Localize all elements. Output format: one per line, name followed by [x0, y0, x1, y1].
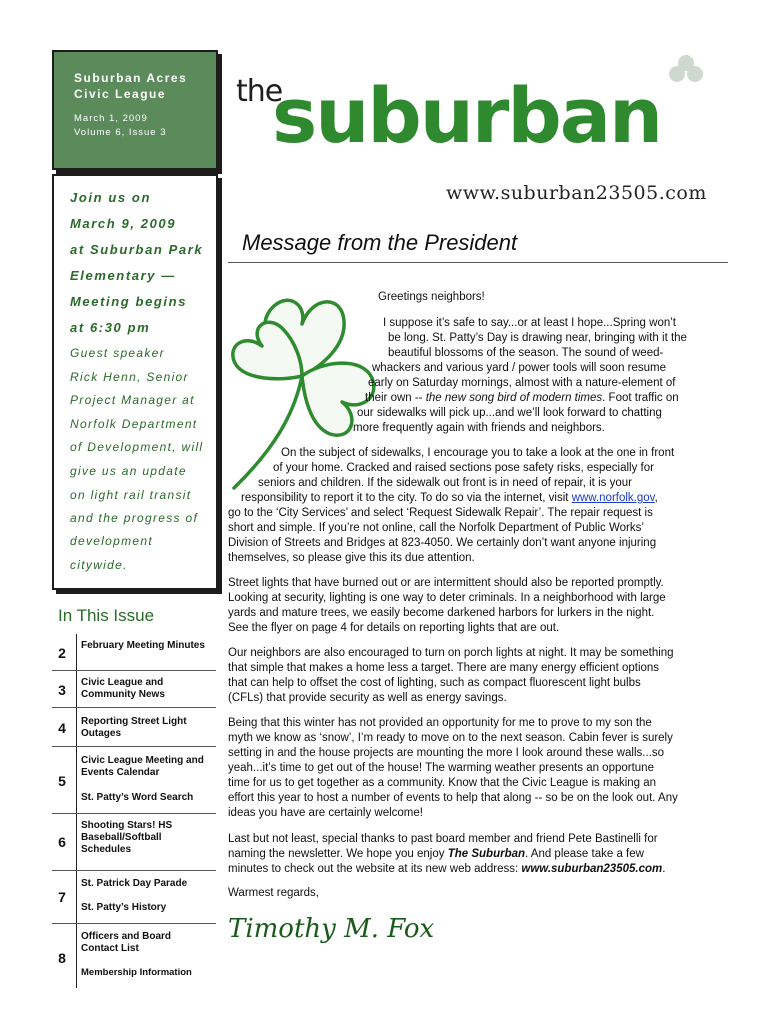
- text-line: I suppose it’s safe to say...or at least I hope...Spring won’t: [383, 317, 676, 329]
- text-line: [228, 847, 644, 862]
- text-line: [228, 862, 665, 877]
- header-box: [52, 50, 218, 170]
- meeting-announcement: [52, 174, 218, 590]
- text-line: be long. St. Patty’s Day is drawing near, bringing with it the: [388, 332, 687, 344]
- signature: Timothy M. Fox: [228, 914, 435, 944]
- text-line: that can help to offset the cost of lighting, such as compact fluorescent light bulbs: [228, 677, 641, 689]
- toc-item[interactable]: Officers and Board Contact List: [81, 931, 172, 954]
- text-line: Last but not least, special thanks to past board member and friend Pete Bastinelli for: [228, 833, 658, 845]
- meeting-detail: of Development, will: [70, 440, 204, 454]
- toc-items: [76, 671, 165, 707]
- text-line: Being that this winter has not provided an opportunity for me to prove to my son the: [228, 717, 652, 729]
- issue-date: March 1, 2009: [74, 113, 148, 124]
- text-line: more frequently again with friends and neighbors.: [353, 422, 605, 434]
- text-span: responsibility to report it to the city. To do so via the internet, visit: [241, 492, 572, 504]
- toc-row[interactable]: [52, 924, 216, 988]
- meeting-line: March 9, 2009: [70, 216, 177, 231]
- text-line: [241, 491, 658, 506]
- masthead-the: the: [236, 74, 283, 109]
- toc-row[interactable]: [52, 708, 216, 747]
- text-line: Division of Streets and Bridges at 823-4050. We certainly don’t want anyone injuring: [228, 537, 657, 549]
- toc-page: 5: [58, 773, 66, 789]
- meeting-detail: Norfolk Department: [70, 417, 198, 431]
- toc-item[interactable]: Shooting Stars! HS Baseball/Softball Schedules: [81, 820, 173, 855]
- toc-items: [76, 924, 192, 988]
- toc-item[interactable]: Reporting Street Light Outages: [81, 716, 187, 739]
- toc-items: [76, 814, 173, 870]
- meeting-line: at Suburban Park: [70, 242, 204, 257]
- organization-name: [74, 70, 214, 102]
- text-line: ideas you have are certainly welcome!: [228, 807, 423, 819]
- toc-row[interactable]: [52, 671, 216, 708]
- meeting-detail: development: [70, 534, 154, 548]
- text-line: yards and mature trees, we easily become darkened harbors for lurkers in the night.: [228, 607, 655, 619]
- meeting-line: at 6:30 pm: [70, 320, 151, 335]
- toc-item[interactable]: Civic League Meeting and Events Calendar: [81, 755, 204, 778]
- text-span: .: [662, 863, 666, 875]
- text-line: (CFLs) that provide security as well as energy savings.: [228, 692, 507, 704]
- in-this-issue-title: In This Issue: [58, 606, 155, 625]
- toc-page: 8: [58, 950, 66, 966]
- text-line: beautiful blossoms of the season. The sound of weed-: [388, 347, 664, 359]
- text-line: Our neighbors are also encouraged to turn on porch lights at night. It may be something: [228, 647, 674, 659]
- table-of-contents: [52, 634, 216, 988]
- closing: Warmest regards,: [228, 887, 319, 899]
- toc-item[interactable]: Civic League and Community News: [81, 677, 165, 700]
- text-line: setting in and the house projects are mounting the more I look around these walls...so: [228, 747, 664, 759]
- meeting-detail: and the progress of: [70, 511, 199, 525]
- title-divider: [228, 262, 728, 263]
- toc-items: [76, 871, 188, 923]
- text-line: effort this year to host a number of events to help that along -- so be on the look out. Any: [228, 792, 678, 804]
- toc-row[interactable]: [52, 871, 216, 924]
- toc-row[interactable]: [52, 634, 216, 671]
- toc-item[interactable]: St. Patty’s History: [81, 902, 167, 913]
- toc-item[interactable]: St. Patrick Day Parade: [81, 878, 188, 889]
- meeting-line: Elementary —: [70, 268, 176, 283]
- greeting: Greetings neighbors!: [378, 291, 485, 303]
- text-line: myth we know as ‘snow’, I’m ready to move on to the next season. Cabin fever is surely: [228, 732, 673, 744]
- issue-info: [74, 112, 167, 140]
- meeting-detail: give us an update: [70, 464, 187, 478]
- toc-items: [76, 747, 204, 813]
- text-span: their own --: [365, 392, 426, 404]
- text-span: naming the newsletter. We hope you enjoy: [228, 848, 448, 860]
- toc-item[interactable]: February Meeting Minutes: [81, 640, 205, 651]
- text-line: our sidewalks will pick up...and we’ll look forward to chatting: [357, 407, 662, 419]
- text-line: seniors and children. If the sidewalk out front is in need of repair, it is your: [258, 477, 632, 489]
- meeting-detail: Rick Henn, Senior: [70, 370, 189, 384]
- meeting-line: Join us on: [70, 190, 151, 205]
- meeting-detail: on light rail transit: [70, 488, 192, 502]
- small-clover-icon: [666, 52, 706, 92]
- italic-phrase: the new song bird of modern times: [425, 392, 603, 404]
- text-line: early on Saturday mornings, almost with a nature-element of: [368, 377, 676, 389]
- text-span: ,: [654, 492, 658, 504]
- toc-row[interactable]: [52, 747, 216, 814]
- toc-page: 6: [58, 834, 66, 850]
- org-line-1: Suburban Acres: [74, 71, 188, 85]
- toc-page: 7: [58, 889, 66, 905]
- website-address[interactable]: www.suburban23505.com: [521, 863, 663, 875]
- text-span: . And please take a few: [525, 848, 644, 860]
- toc-page: 3: [58, 682, 66, 698]
- text-line: On the subject of sidewalks, I encourage you to take a look at the one in front: [281, 447, 675, 459]
- issue-volume: Volume 6, Issue 3: [74, 127, 167, 138]
- text-line: that simple that makes a home less a target. There are many energy efficient options: [228, 662, 660, 674]
- text-line: time for us to get together as a community. Know that the Civic League is making an: [228, 777, 657, 789]
- text-line: Looking at security, lighting is one way to deter criminals. In a neighborhood with large: [228, 592, 666, 604]
- toc-page: 2: [58, 645, 66, 661]
- meeting-detail: citywide.: [70, 558, 128, 572]
- text-line: go to the ‘City Services’ and select ‘Request Sidewalk Repair’. The repair request is: [228, 507, 653, 519]
- toc-items: [76, 708, 187, 746]
- toc-item[interactable]: St. Patty’s Word Search: [81, 792, 194, 803]
- text-line: of your home. Cracked and raised sections pose safety risks, especially for: [273, 462, 654, 474]
- text-line: short and simple. If you’re not online, call the Norfolk Department of Public Works’: [228, 522, 644, 534]
- text-line: themselves, so please give this its due attention.: [228, 552, 475, 564]
- website-url[interactable]: www.suburban23505.com: [446, 182, 707, 204]
- norfolk-gov-link[interactable]: www.norfolk.gov: [571, 492, 655, 504]
- text-span: minutes to check out the website at its new web address:: [228, 863, 522, 875]
- toc-page: 4: [58, 720, 66, 736]
- text-line: whackers and various yard / power tools will soon resume: [372, 362, 667, 374]
- meeting-detail: Project Manager at: [70, 393, 195, 407]
- newsletter-name: The Suburban: [447, 848, 526, 860]
- meeting-detail: Guest speaker: [70, 346, 165, 360]
- text-line: See the flyer on page 4 for details on reporting lights that are out.: [228, 622, 560, 634]
- meeting-line: Meeting begins: [70, 294, 188, 309]
- text-span: . Foot traffic on: [602, 392, 679, 404]
- org-line-2: Civic League: [74, 87, 167, 101]
- toc-item[interactable]: Membership Information: [81, 967, 192, 978]
- text-line: [365, 391, 679, 406]
- toc-items: [76, 634, 205, 670]
- text-line: Street lights that have burned out or are intermittent should also be reported promptly.: [228, 577, 664, 589]
- article-title: Message from the President: [242, 230, 518, 255]
- text-line: yeah...it’s time to get out of the house! The warming weather presents an opportune: [228, 762, 654, 774]
- toc-row[interactable]: [52, 814, 216, 871]
- masthead-title: suburban: [272, 71, 662, 160]
